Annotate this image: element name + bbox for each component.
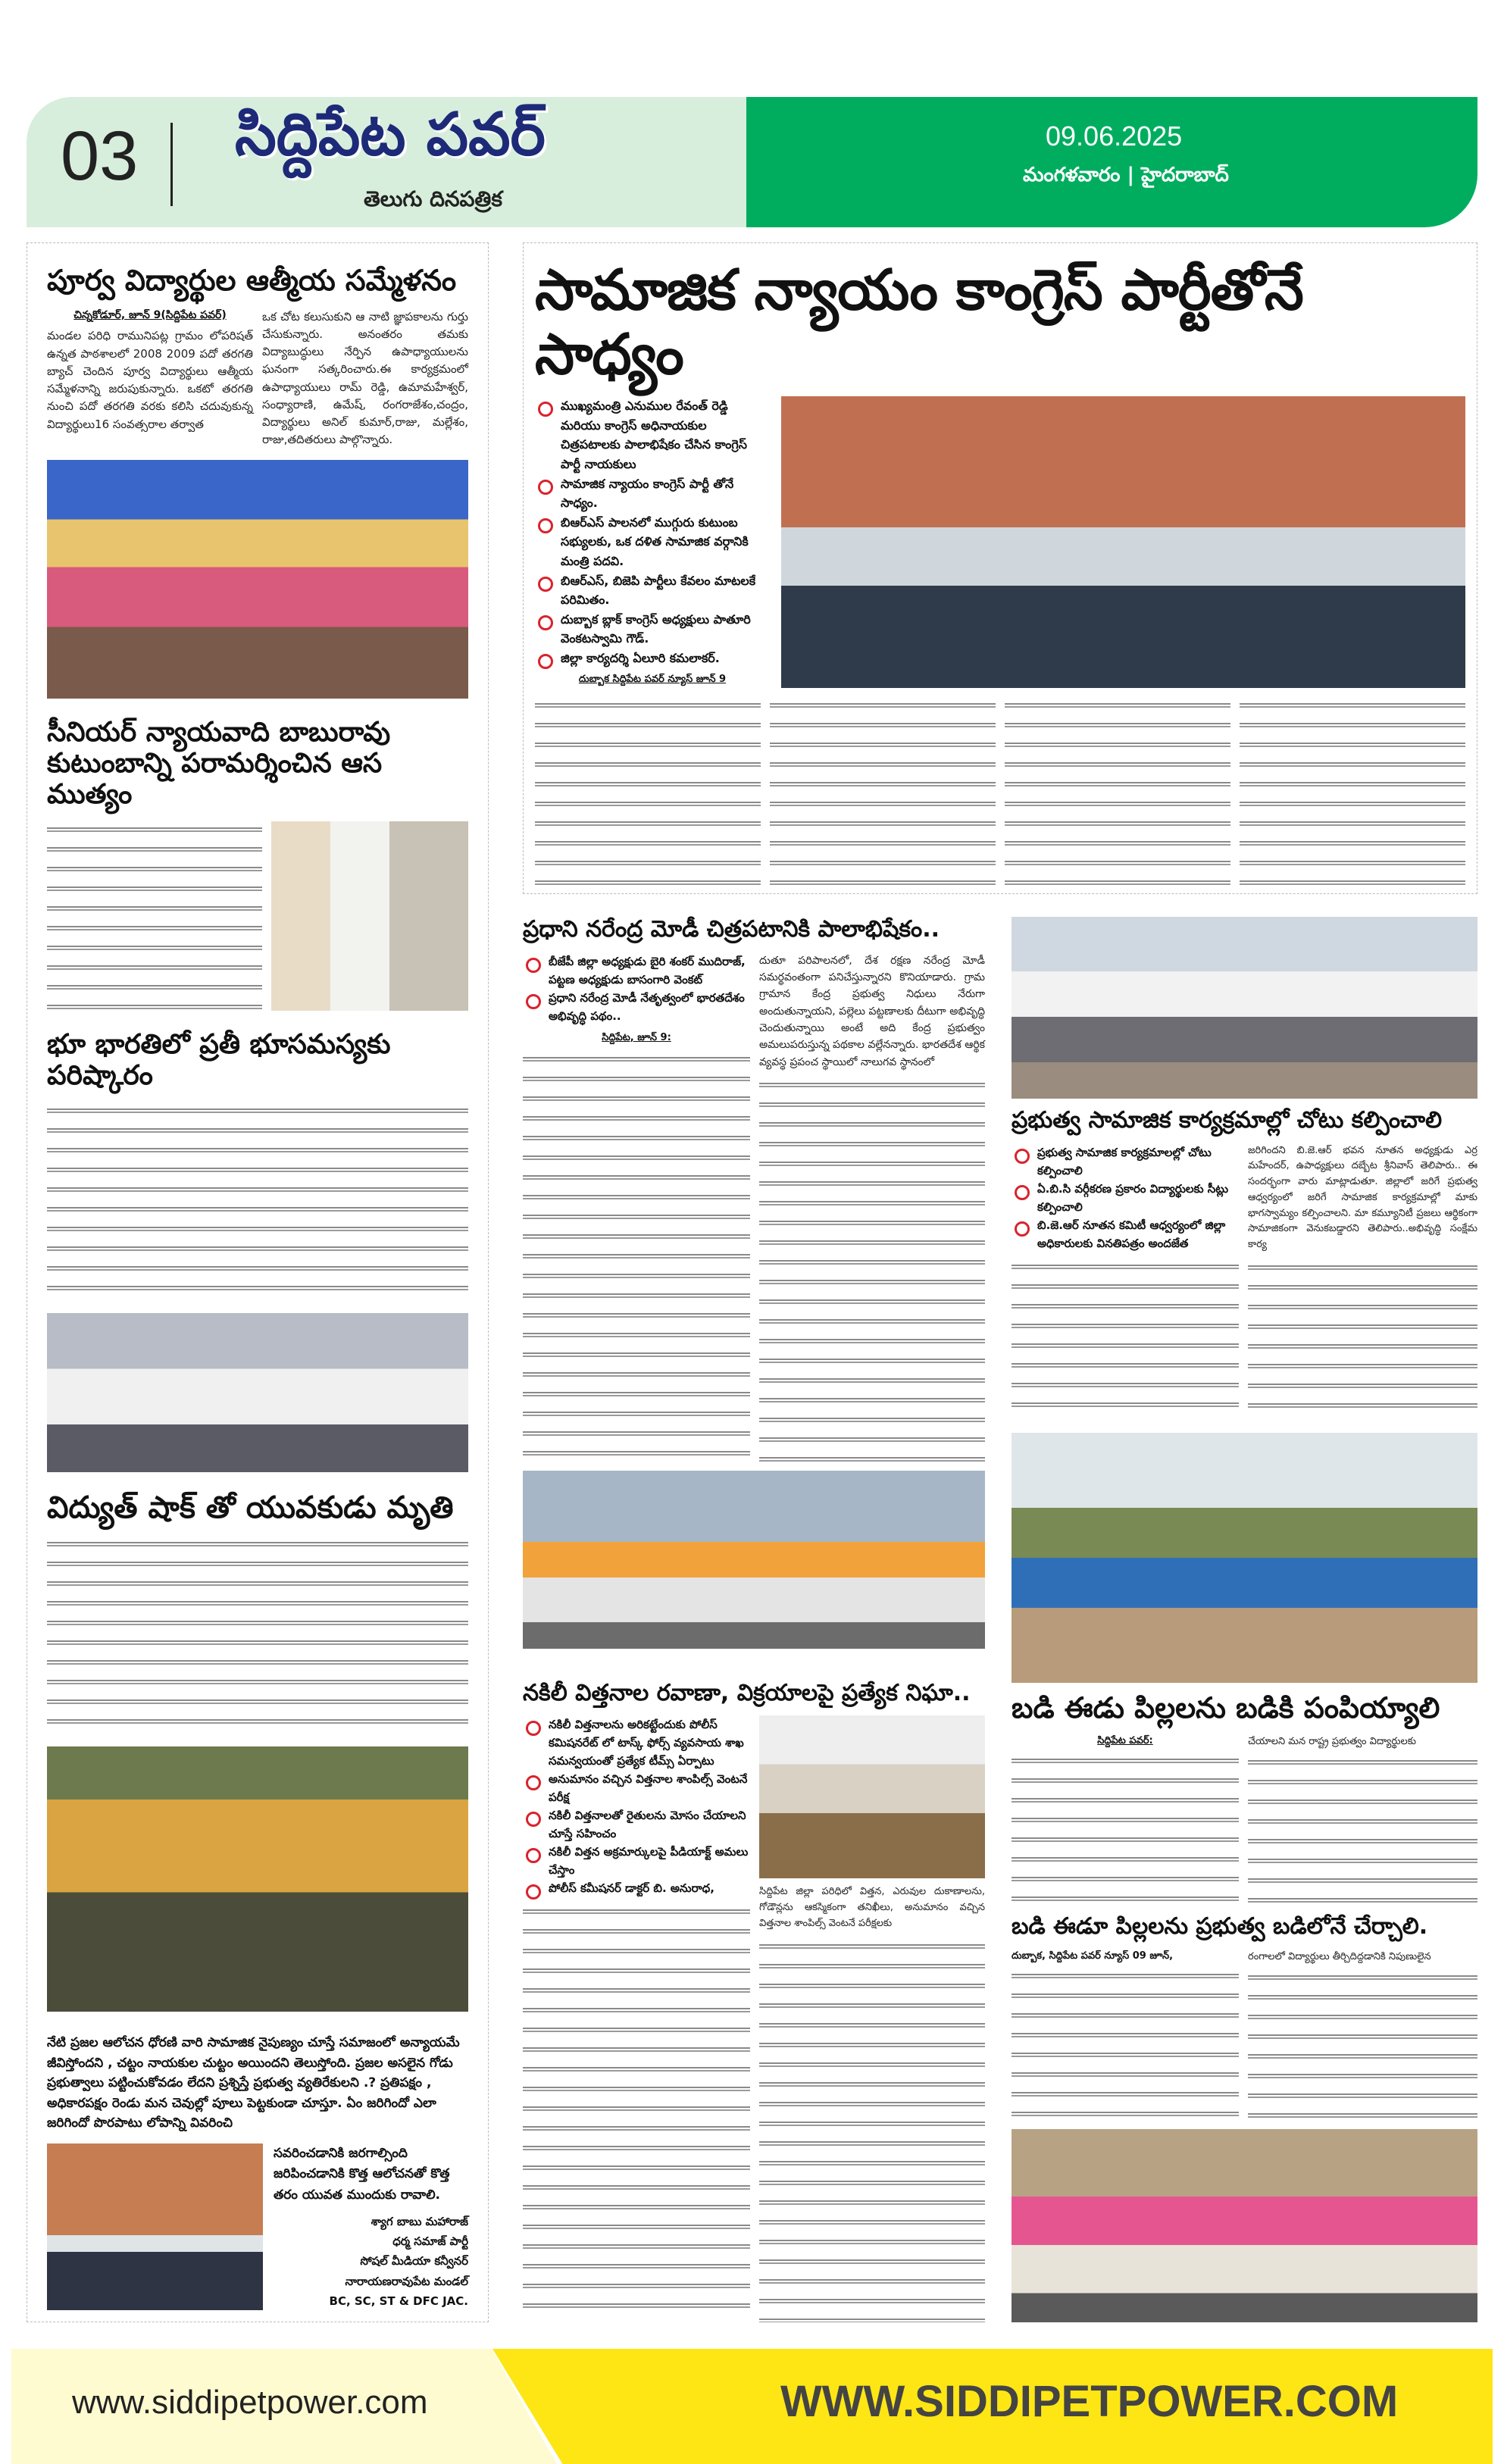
body-lead-col1 [535, 697, 761, 886]
bjr-bullet: ప్రభుత్వ సామాజిక కార్యక్రమాలల్లో చోటు కల్పించాలి [1012, 1143, 1239, 1180]
body-modi-col1 [523, 1051, 750, 1462]
dateline-modi: సిద్దిపేట, జూన్ 9: [602, 1031, 671, 1043]
headline-bhubharati: భూ భారతిలో ప్రతీ భూసమస్యకు పరిష్కారం [47, 1028, 391, 1092]
photo-shock-victim [47, 1746, 468, 2012]
body-lead-col3 [1005, 697, 1230, 886]
lead-bullet: సామాజిక న్యాయం కాంగ్రెస్ పార్టీ తోనే సాధ్యం. [535, 474, 770, 513]
signature-mandal: నారాయణరావుపేట మండల్ [345, 2274, 468, 2288]
school2-col1 [1012, 1950, 1239, 2120]
seeds-row [523, 1715, 985, 2322]
modi-col2 [759, 952, 985, 1462]
signature-org: BC, SC, ST & DFC JAC. [329, 2294, 468, 2308]
dateline-lead: దుబ్బాక సిద్దిపేట పవర్ న్యూస్ జూన్ 9 [578, 673, 727, 685]
masthead-right-band [746, 97, 1477, 227]
bjr-row [1012, 1143, 1477, 1411]
headline-modi: ప్రధాని నరేంద్ర మోడీ చిత్రపటానికి పాలాభిషేకం.. [523, 916, 940, 943]
school1-col1 [1012, 1734, 1239, 1905]
newspaper-title-logo: సిద్దిపేట పవర్ [235, 101, 546, 169]
footer-website-banner[interactable]: WWW.SIDDIPETPOWER.COM [780, 2377, 1399, 2426]
alumni-text-row [47, 308, 468, 449]
school2-row [1012, 1950, 1477, 2120]
newspaper-subtitle: తెలుగు దినపత్రిక [364, 186, 502, 211]
lead-bullet: దుబ్బాక బ్లాక్ కాంగ్రెస్ అధ్యక్షులు పాతూరి వెంకటస్వామి గౌడ్. [535, 610, 770, 649]
photo-congress-leaders [781, 396, 1465, 688]
lead-bullet: బిఆర్ఎస్ పాలనలో ముగ్గురు కుటుంబ సభ్యులకు, ఒక దళిత సామాజిక వర్గానికి మంత్రి పదవి. [535, 513, 770, 571]
seeds-bullet: పోలీస్ కమీషనర్ డాక్టర్ బి. అనురాధ, [523, 1879, 750, 1897]
seeds-bullet: నకిలీ విత్తనాలతో రైతులను మోసం చేయాలని చూస్తే సహించం [523, 1806, 750, 1843]
lead-body-row [535, 697, 1465, 886]
body-school1-col2-rest [1248, 1754, 1477, 1905]
lead-bullet: ముఖ్యమంత్రి ఎనుముల రేవంత్ రెడ్డి మరియు కాంగ్రెస్ అధినాయకుల చిత్రపటాలకు పాలాభిషేకం చేసిన కాంగ్రెస్ పార్టీ నాయకులు [535, 396, 770, 474]
lawyer-row [47, 821, 468, 1011]
right-column [1012, 917, 1477, 2322]
body-bhubharati [47, 1102, 468, 1302]
body-alumni-col2: ఒక చోట కలుసుకుని ఆ నాటి జ్ఞాపకాలను గుర్తు చేసుకున్నారు. అనంతరం తమకు విద్యాబుద్ధులు నేర్పిన ఉపాధ్యాయులను ఘనంగా సత్కరించారు.ఈ కార్యక్రమంలో ఉపాధ్యాయులు రామ్ రెడ్డి, ఉమామహేశ్వర్, సంధ్యారాణి, ఉమేష్, రంగరాజేశం,చంద్రం, విద్యార్థులు అనిల్ కుమార్,రాజు, మల్లేశం, రాజు,తదితరులు పాల్గొన్నారు. [262, 309, 468, 447]
lead-bullets-col [535, 396, 770, 688]
photo-lawyer-visit [271, 821, 468, 1011]
lower-columns [523, 917, 1477, 2322]
modi-col1 [523, 952, 750, 1462]
photo-police-commissioner [759, 1715, 985, 1878]
seeds-bullet: నకిలీ విత్తనాలను అరికట్టేందుకు పోలీస్ కమిషనరేట్ లో టాస్క్ ఫోర్స్ వ్యవసాయ శాఖ సమన్వయంతో ప్రత్యేక టీమ్స్ ఏర్పాటు [523, 1715, 750, 1770]
page-number: 03 [61, 117, 139, 195]
alumni-col1 [47, 308, 253, 449]
middle-column [523, 917, 985, 2322]
lead-bullet: బిఆర్ఎస్, బిజెపి పార్టీలు కేవలం మాటలకే పరిమితం. [535, 571, 770, 610]
headline-bjr: ప్రభుత్వ సామాజిక కార్యక్రమాల్లో చోటు కల్పించాలి [1012, 1107, 1443, 1134]
school1-col2 [1248, 1734, 1477, 1905]
seeds-bullet: నకిలీ విత్తన అక్రమార్కులపై పీడియాక్ట్ అమలు చేస్తాం [523, 1843, 750, 1879]
body-lead-col4 [1240, 697, 1465, 886]
body-shock [47, 1536, 468, 1736]
body-alumni-col1: మండల పరిధి రామునిపట్ల గ్రామం లోపరిషత్ ఉన్నత పాఠశాలలో 2008 2009 పదో తరగతి బ్యాచ్ చెందిన పూర్వ విద్యార్థులు ఆత్మీయ సమ్మేళనాన్ని జరుపుకున్నారు. ఒకటో తరగతి నుంచి పదో తరగతి వరకు కలిసి చదువుకున్న విద్యార్థులు16 సంవత్సరాల తర్వాత [47, 329, 253, 431]
modi-bullet: ప్రధాని నరేంద్ర మోడీ నేతృత్వంలో భారతదేశం అభివృద్ధి పథం.. [523, 989, 750, 1025]
body-seeds-excerpt: సిద్దిపేట జిల్లా పరిధిలో విత్తన, ఎరువుల దుకాణాలను, గోడౌన్లను ఆకస్మికంగా తనిఖీలు, అనుమానం వచ్చిన విత్తనాల శాంపిల్స్ వెంటనే పరీక్షలకు [759, 1886, 985, 1929]
lead-story-box [523, 242, 1477, 894]
lead-top-row [535, 396, 1465, 688]
bjr-bullets [1012, 1143, 1239, 1252]
body-lawyer [47, 821, 262, 1011]
body-bjr-col2: జరిగిందని బి.జె.ఆర్ భవన నూతన అధ్యక్షుడు ఎర్ర మహేందర్, ఉపాధ్యక్షులు దబ్బేట శ్రీనివాస్ తెలిపారు.. ఈ సందర్భంగా వారు మాట్లాడుతూ. జిల్లాలో జరిగే ప్రభుత్వ ఆధ్వర్యంలో జరిగే సామాజిక కార్యక్రమాల్లో మాకు భాగస్వామ్యం కల్పించాలని. మా కమ్యూనిటీ ప్రజలు ఆర్థికంగా సామాజికంగా వెనుకబడ్డారని తెలిపారు..అభివృద్ధి సంక్షేమ కార్య [1248, 1144, 1477, 1251]
lead-bullet: జిల్లా కార్యదర్శి ఏలూరి కమలాకర్. [535, 649, 770, 668]
body-bjr-col1 [1012, 1259, 1239, 1411]
headline-alumni: పూర్వ విద్యార్థుల ఆత్మీయ సమ్మేళనం [47, 264, 457, 297]
opinion-signature [274, 2212, 468, 2311]
headline-lead: సామాజిక న్యాయం కాంగ్రెస్ పార్టీతోనే సాధ్యం [535, 258, 1303, 388]
headline-shock: విద్యుత్ షాక్ తో యువకుడు మృతి [47, 1490, 454, 1526]
lead-bullets [535, 396, 770, 668]
modi-bullet: బీజేపీ జిల్లా అధ్యక్షుడు బైరి శంకర్ ముదిరాజ్, పట్టణ అధ్యక్షుడు బాసంగారి వెంకట్ [523, 952, 750, 989]
headline-school2: బడి ఈడూ పిల్లలను ప్రభుత్వ బడిలోనే చేర్చాలి. [1012, 1913, 1428, 1940]
bjr-bullet: ఏ.బి.సి వర్గీకరణ ప్రకారం విద్యార్థులకు సీట్లు కల్పించాలి [1012, 1180, 1239, 1216]
seeds-bullet: అనుమానం వచ్చిన విత్తనాల శాంపిల్స్ వెంటనే పరీక్ష [523, 1770, 750, 1806]
bjr-col1 [1012, 1143, 1239, 1411]
headline-lawyer: సీనియర్ న్యాయవాది బాబురావు కుటుంబాన్ని పరామర్శించిన ఆస ముత్యం [47, 716, 391, 811]
body-lead-col2 [770, 697, 996, 886]
left-column [27, 242, 489, 2322]
school2-col2 [1248, 1950, 1477, 2120]
bjr-bullet: బి.జె.ఆర్ నూతన కమిటీ ఆధ్వర్యంలో జిల్లా అధికారులకు వినతిపత్రం అందజేత [1012, 1216, 1239, 1252]
body-school2-col2: రంగాలలో విద్యార్థులు తీర్చిదిద్దడానికి నిపుణులైన [1248, 1950, 1431, 1962]
photo-school-enrollment-rally [1012, 1433, 1477, 1683]
opinion-right [274, 2143, 468, 2311]
photo-bjr-petition [1012, 917, 1477, 1099]
dateline-school2: దుబ్బాక, సిద్దిపేట పవర్ న్యూస్ 09 జూన్, [1012, 1950, 1174, 1962]
modi-bullets [523, 952, 750, 1025]
footer-website-link[interactable]: www.siddipetpower.com [72, 2384, 428, 2421]
photo-alumni-group [47, 460, 468, 699]
opinion-paragraph: నేటి ప్రజల ఆలోచన ధోరణి వారి సామాజిక నైపుణ్యం చూస్తే సమాజంలో అన్యాయమే జీవిస్తోందని , చట్టం నాయకుల చుట్టం అయిందని తెలుస్తోంది. ప్రజల అసలైన గోడు ప్రభుత్వాలు పట్టించుకోవడం లేదని ప్రశ్నిస్తే ప్రభుత్వ వ్యతిరేకులని .? ప్రతిపక్షం , అధికారపక్షం రెండు మన చెవుల్లో పూలు పెట్టకుండా చూస్తూ. ఏం జరిగిందో ఎలా జరిగిందో పొరపాటు లోపాన్ని వివరించి [47, 2035, 460, 2131]
headline-seeds: నకిలీ విత్తనాల రవాణా, విక్రయాలపై ప్రత్యేక నిఘా.. [523, 1679, 971, 1706]
opinion-continuation: సవరించడానికి జరగాల్సింది జరిపించడానికి కొత్త ఆలోచనతో కొత్త తరం యువత ముందుకు రావాలి. [274, 2146, 450, 2203]
dateline-alumni: చిన్నకోడూర్, జూన్ 9(సిద్దిపేట పవర్) [73, 308, 227, 321]
body-seeds-col2 [759, 1938, 985, 2322]
main-area [523, 242, 1477, 2322]
school1-row [1012, 1734, 1477, 1905]
signature-name: శ్యాగ బాబు మహారాజ్ [371, 2214, 468, 2228]
body-modi-col2: దుతూ పరిపాలనలో, దేశ రక్షణ నరేంద్ర మోడీ సమర్థవంతంగా పనిచేస్తున్నారని కొనియాడారు. గ్రామ గ్రామాన కేంద్ర ప్రభుత్వ నిధులు నేరుగా అందుతున్నాయని, పల్లెలు పట్టణాలకు దీటుగా అభివృద్ధి చెందుతున్నాయి అంటే అది కేంద్ర ప్రభుత్వం అమలుపరుస్తున్న పథకాల వల్లేనన్నారు. భారతదేశ ఆర్థిక వ్యవస్థ ప్రపంచ స్థాయిలో నాలుగవ స్థానంలో [759, 954, 985, 1068]
dateline-school1: సిద్దిపేట పవర్: [1097, 1734, 1153, 1746]
photo-bhubharati [47, 1313, 468, 1472]
issue-date: 09.06.2025 [1046, 120, 1183, 152]
signature-role: సోషల్ మీడియా కన్వీనర్ [360, 2254, 468, 2269]
photo-modi-palabhishekam [523, 1471, 985, 1649]
photo-opinion-author [47, 2143, 263, 2310]
signature-party: ధర్మ సమాజ్ పార్టీ [392, 2234, 468, 2249]
seeds-col1 [523, 1715, 750, 2322]
body-school1-col1 [1012, 1753, 1239, 1905]
seeds-col2 [759, 1715, 985, 2322]
body-modi-col2-rest [759, 1077, 985, 1461]
seeds-bullets [523, 1715, 750, 1897]
masthead-divider [170, 123, 173, 206]
modi-row [523, 952, 985, 1462]
body-school1-col2: చేయాలని మన రాష్ట్ర ప్రభుత్వం విద్యార్థులకు [1248, 1735, 1417, 1747]
bjr-col2 [1248, 1143, 1477, 1411]
body-school2-col2-rest [1248, 1969, 1477, 2120]
body-school2-col1 [1012, 1968, 1239, 2120]
body-bjr-col2-rest [1248, 1259, 1477, 1410]
opinion-row [47, 2143, 468, 2311]
photo-school-children [1012, 2129, 1477, 2322]
headline-school1: బడి ఈడు పిల్లలను బడికి పంపియ్యాలి [1012, 1691, 1440, 1725]
body-seeds-col1 [523, 1903, 750, 2322]
issue-day-city: మంగళవారం | హైదరాబాద్ [1023, 164, 1229, 186]
